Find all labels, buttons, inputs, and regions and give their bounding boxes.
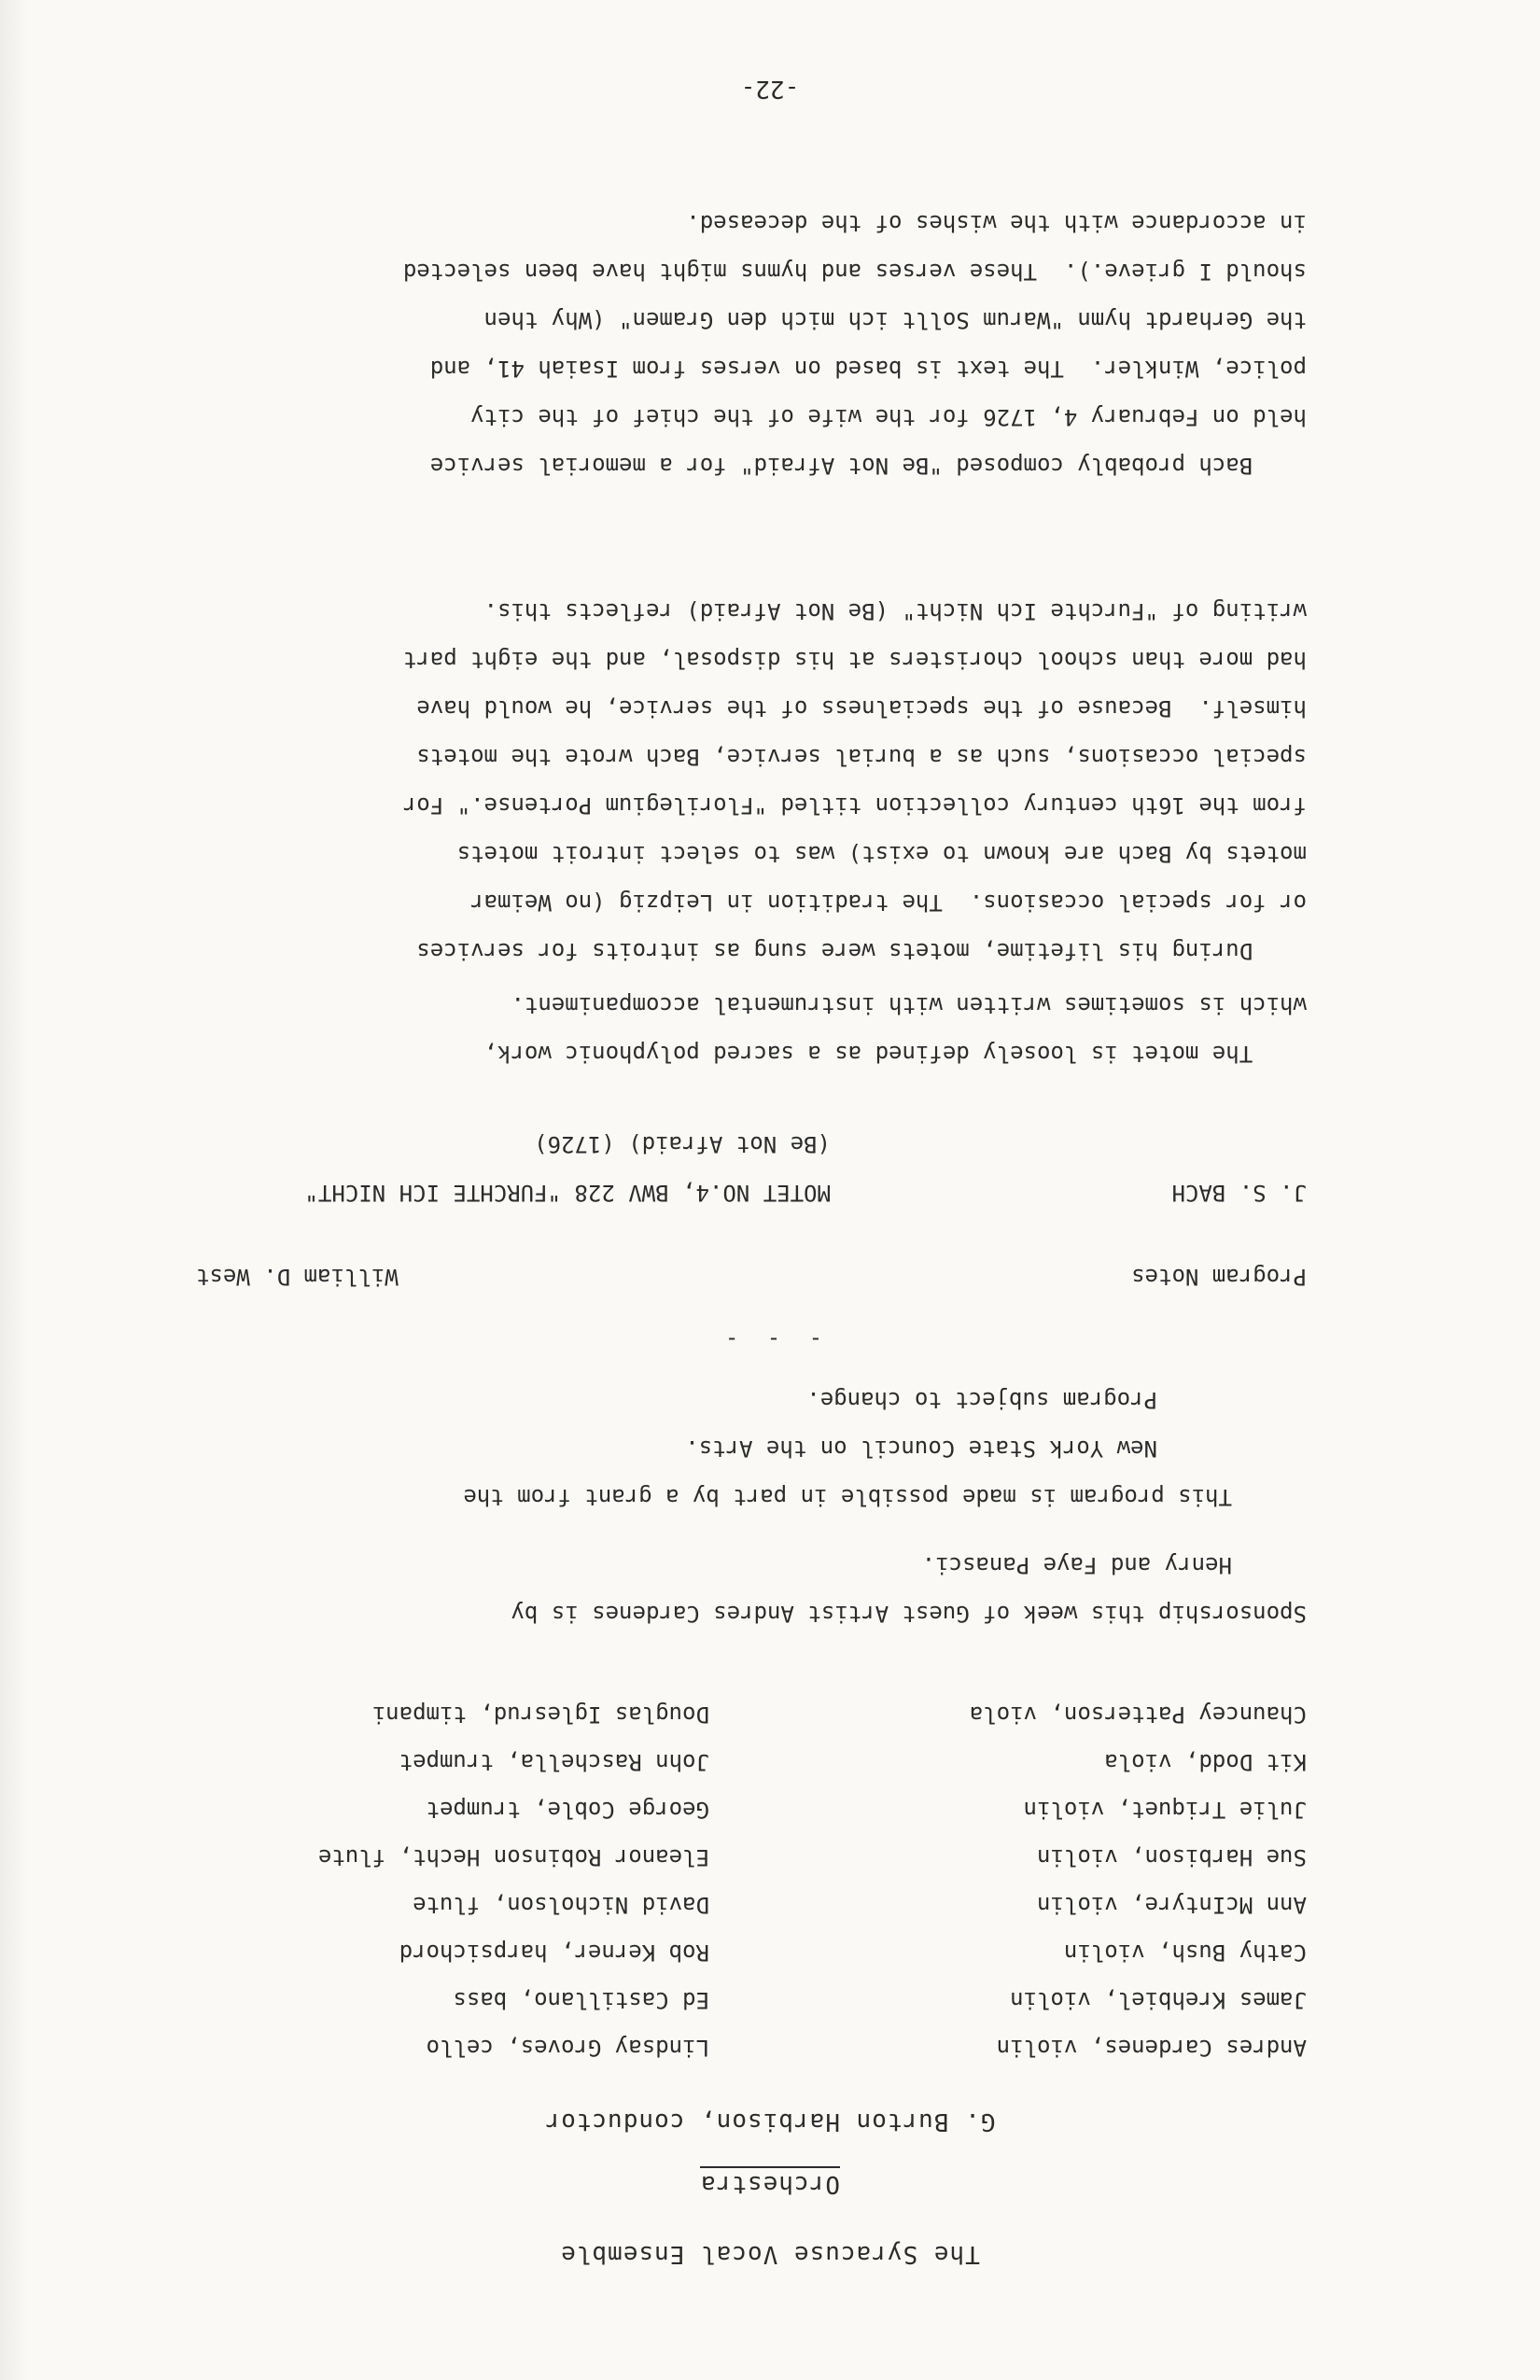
paragraph-line: from the 16th century collection titled "Florilegium Portense." For bbox=[402, 792, 1307, 819]
roster-left: Kit Dodd, viola bbox=[1104, 1749, 1307, 1775]
paragraph-line: The motet is loosely defined as a sacred polyphonic work, bbox=[483, 1041, 1307, 1067]
page-edge-shadow bbox=[0, 0, 28, 2380]
roster-left: Sue Harbison, violin bbox=[1037, 1844, 1307, 1870]
paragraph-line: Bach probably composed "Be Not Afraid" for a memorial service bbox=[429, 453, 1307, 479]
sponsorship-line: Henry and Faye Panasci. bbox=[921, 1552, 1232, 1578]
sponsorship-line: Sponsorship this week of Guest Artist Andres Cardenes is by bbox=[511, 1601, 1307, 1627]
orchestra-heading-text: Orchestra bbox=[700, 2166, 840, 2198]
paragraph-line: should I grieve.). These verses and hymns might have been selected bbox=[402, 259, 1307, 285]
roster-row bbox=[93, 2013, 1307, 2061]
paragraph-line: in accordance with the wishes of the deceased. bbox=[686, 210, 1307, 236]
roster-row bbox=[93, 1823, 1307, 1870]
work-title: MOTET NO.4, BWV 228 "FURCHTE ICH NICHT" bbox=[304, 1180, 831, 1206]
sponsorship-note bbox=[196, 1541, 1307, 1638]
paragraph-line: the Gerhardt hymn "Warum Sollt ich mich den Gramen" (Why then bbox=[483, 307, 1307, 333]
roster-right: Ed Castillano, bass bbox=[453, 1987, 709, 2013]
roster-left: Cathy Bush, violin bbox=[1063, 1939, 1307, 1966]
paragraph-line: himself. Because of the specialness of the service, he would have bbox=[416, 695, 1307, 721]
paragraph-line: During his lifetime, motets were sung as introits for services bbox=[416, 938, 1307, 964]
grant-note bbox=[121, 1376, 1232, 1521]
roster-right: Eleanor Robinson Hecht, flute bbox=[317, 1844, 709, 1870]
roster-row bbox=[93, 1870, 1307, 1918]
paragraph-line: which is sometimes written with instrumental accompaniment. bbox=[511, 992, 1307, 1018]
roster-left: Ann McIntyre, violin bbox=[1037, 1892, 1307, 1918]
roster-row bbox=[93, 1918, 1307, 1966]
roster-left: Chauncey Patterson, viola bbox=[969, 1701, 1307, 1728]
paragraph-line: police, Winkler. The text is based on verses from Isaiah 41, and bbox=[429, 356, 1307, 382]
program-change-line: Program subject to change. bbox=[806, 1387, 1157, 1413]
orchestra-heading bbox=[0, 2170, 1540, 2198]
notes-paragraph bbox=[196, 981, 1307, 1078]
roster-row bbox=[93, 1966, 1307, 2013]
notes-paragraph bbox=[196, 199, 1307, 490]
work-subtitle: (Be Not Afraid) (1726) bbox=[534, 1131, 831, 1157]
grant-line: New York State Council on the Arts. bbox=[685, 1435, 1157, 1462]
paragraph-line: held on February 4, 1726 for the wife of the chief of the city bbox=[470, 404, 1307, 430]
roster-row bbox=[93, 1680, 1307, 1728]
orchestra-roster bbox=[93, 1680, 1307, 2061]
roster-right: John Raschella, trumpet bbox=[399, 1749, 709, 1775]
notes-paragraph bbox=[196, 587, 1307, 975]
roster-right: Rob Kerner, harpsichord bbox=[399, 1939, 709, 1966]
paragraph-line: writing of "Furchte Ich Nicht" (Be Not Afraid) reflects this. bbox=[483, 598, 1307, 624]
section-separator: - - - bbox=[717, 1327, 823, 1353]
roster-row bbox=[93, 1728, 1307, 1775]
roster-left: Andres Cardenes, violin bbox=[996, 2035, 1307, 2061]
roster-left: Julie Triquet, violin bbox=[1023, 1797, 1307, 1823]
ensemble-title: The Syracuse Vocal Ensemble bbox=[560, 2240, 980, 2268]
paragraph-line: or for special occasions. The tradition in Leipzig (no Weimar bbox=[470, 889, 1307, 916]
roster-row bbox=[93, 1775, 1307, 1823]
notes-author: William D. West bbox=[196, 1264, 399, 1290]
page-number: -22- bbox=[740, 75, 800, 103]
program-notes-label: Program Notes bbox=[1131, 1264, 1307, 1290]
composer-name: J. S. BACH bbox=[1171, 1180, 1307, 1206]
roster-right: George Coble, trumpet bbox=[426, 1797, 709, 1823]
paragraph-line: motets by Bach are known to exist) was to select introit motets bbox=[456, 841, 1307, 867]
grant-line: This program is made possible in part by a grant from the bbox=[463, 1484, 1232, 1510]
roster-right: Douglas Iglesrud, timpani bbox=[371, 1701, 709, 1728]
roster-right: Lindsay Groves, cello bbox=[426, 2035, 709, 2061]
paragraph-line: had more than school choristers at his disposal, and the eight part bbox=[402, 647, 1307, 673]
roster-right: David Nicholson, flute bbox=[413, 1892, 709, 1918]
conductor-line: G. Burton Harbison, conductor bbox=[544, 2107, 996, 2135]
paragraph-line: special occasions, such as a burial service, Bach wrote the motets bbox=[416, 744, 1307, 770]
roster-left: James Krehbiel, violin bbox=[1010, 1987, 1307, 2013]
